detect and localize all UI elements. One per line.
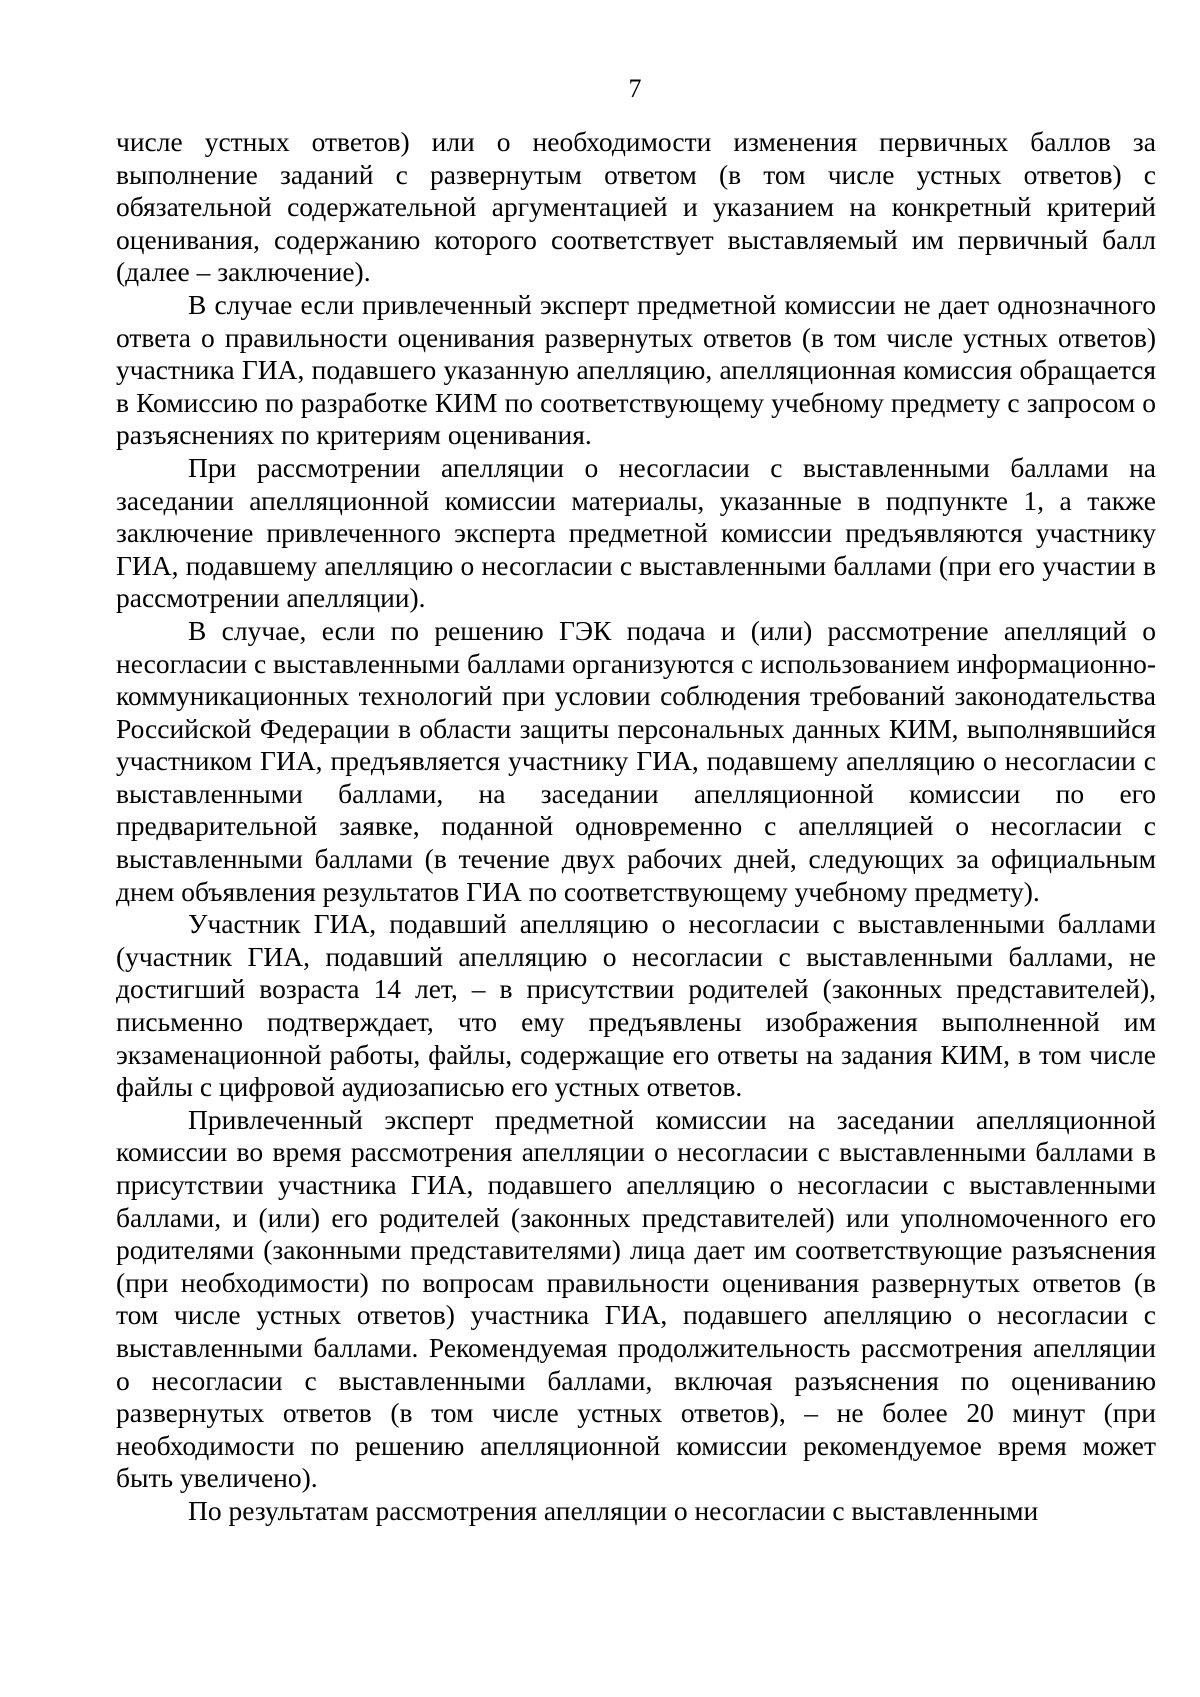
page-number: 7 — [628, 74, 642, 103]
paragraph-2: В случае если привлеченный эксперт предметной комиссии не дает однозначного ответа о правильности оценивания развернутых ответов (в том числе устных ответов) участника ГИА, подавшего указанную апелляцию, апелляционная комиссия обращается в Комиссию по разработке КИМ по соответствующему учебному предмету с запросом о разъяснениях по критериям оценивания. — [116, 288, 1156, 451]
document-body — [116, 126, 1156, 1528]
paragraph-7: По результатам рассмотрения апелляции о несогласии с выставленными — [188, 1494, 1039, 1526]
paragraph-1: числе устных ответов) или о необходимости изменения первичных баллов за выполнение заданий с развернутым ответом (в том числе устных ответов) с обязательной содержательной аргументацией и указанием на конкретный критерий оценивания, содержанию которого соответствует выставляемый им первичный балл (далее – заключение). — [116, 126, 1156, 288]
paragraph-4: В случае, если по решению ГЭК подача и (или) рассмотрение апелляций о несогласии с выставленными баллами организуются с использованием информационно-коммуникационных технологий при условии соблюдения требований законодательства Российской Федерации в области защиты персональных данных КИМ, выполнявшийся участником ГИА, предъявляется участнику ГИА, подавшему апелляцию о несогласии с выставленными баллами, на заседании апелляционной комиссии по его предварительной заявке, поданной одновременно с апелляцией о несогласии с выставленными баллами (в течение двух рабочих дней, следующих за официальным днем объявления результатов ГИА по соответствующему учебному предмету). — [116, 614, 1156, 907]
paragraph-6: Привлеченный эксперт предметной комиссии на заседании апелляционной комиссии во время рассмотрения апелляции о несогласии с выставленными баллами в присутствии участника ГИА, подавшего апелляцию о несогласии с выставленными баллами, и (или) его родителей (законных представителей) или уполномоченного его родителями (законными представителями) лица дает им соответствующие разъяснения (при необходимости) по вопросам правильности оценивания развернутых ответов (в том числе устных ответов) участника ГИА, подавшего апелляцию о несогласии с выставленными баллами. Рекомендуемая продолжительность рассмотрения апелляции о несогласии с выставленными баллами, включая разъяснения по оцениванию развернутых ответов (в том числе устных ответов), – не более 20 минут (при необходимости по решению апелляционной комиссии рекомендуемое время может быть увеличено). — [116, 1103, 1156, 1494]
paragraph-3: При рассмотрении апелляции о несогласии с выставленными баллами на заседании апелляционной комиссии материалы, указанные в подпункте 1, а также заключение привлеченного эксперта предметной комиссии предъявляются участнику ГИА, подавшему апелляцию о несогласии с выставленными баллами (при его участии в рассмотрении апелляции). — [116, 451, 1156, 614]
paragraph-5: Участник ГИА, подавший апелляцию о несогласии с выставленными баллами (участник ГИА, подавший апелляцию о несогласии с выставленными баллами, не достигший возраста 14 лет, – в присутствии родителей (законных представителей), письменно подтверждает, что ему предъявлены изображения выполненной им экзаменационной работы, файлы, содержащие его ответы на задания КИМ, в том числе файлы с цифровой аудиозаписью его устных ответов. — [116, 908, 1156, 1103]
